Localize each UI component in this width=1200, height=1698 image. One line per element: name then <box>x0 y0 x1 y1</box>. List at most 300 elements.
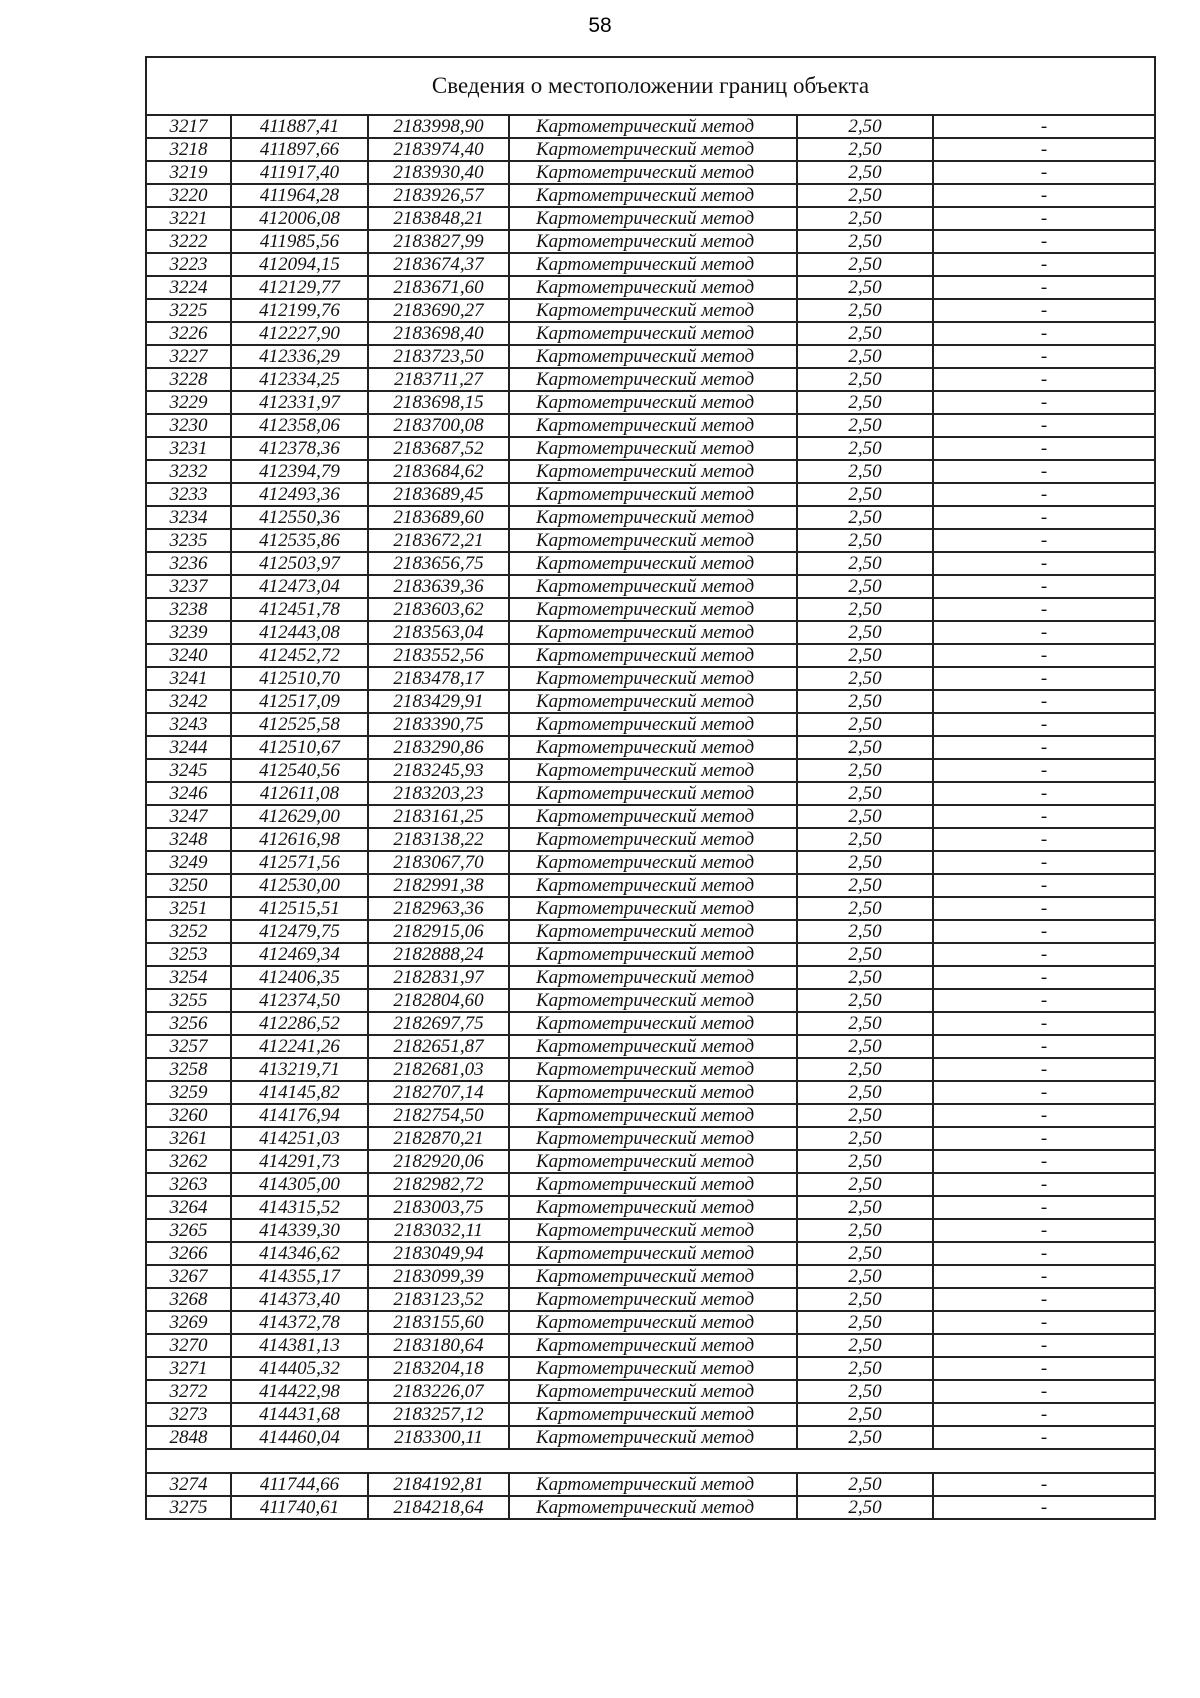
x-coordinate-cell: 411964,28 <box>231 184 368 207</box>
boundary-coordinates-table <box>145 56 1156 1520</box>
description-cell: - <box>933 1334 1155 1357</box>
description-cell: - <box>933 437 1155 460</box>
accuracy-cell: 2,50 <box>797 299 933 322</box>
method-cell: Картометрический метод <box>509 1357 797 1380</box>
x-coordinate-cell: 411897,66 <box>231 138 368 161</box>
point-number-cell: 3231 <box>146 437 231 460</box>
point-number-cell: 3257 <box>146 1035 231 1058</box>
y-coordinate-cell: 2183300,11 <box>368 1426 509 1449</box>
x-coordinate-cell: 412378,36 <box>231 437 368 460</box>
x-coordinate-cell: 412358,06 <box>231 414 368 437</box>
table-row <box>146 460 1155 483</box>
description-cell: - <box>933 506 1155 529</box>
table-row <box>146 1012 1155 1035</box>
table-row <box>146 276 1155 299</box>
point-number-cell: 3261 <box>146 1127 231 1150</box>
table-row <box>146 759 1155 782</box>
description-cell: - <box>933 1473 1155 1496</box>
point-number-cell: 3269 <box>146 1311 231 1334</box>
accuracy-cell: 2,50 <box>797 1265 933 1288</box>
x-coordinate-cell: 414305,00 <box>231 1173 368 1196</box>
accuracy-cell: 2,50 <box>797 368 933 391</box>
method-cell: Картометрический метод <box>509 805 797 828</box>
table-row <box>146 1081 1155 1104</box>
method-cell: Картометрический метод <box>509 1150 797 1173</box>
description-cell: - <box>933 1173 1155 1196</box>
y-coordinate-cell: 2183180,64 <box>368 1334 509 1357</box>
point-number-cell: 3241 <box>146 667 231 690</box>
description-cell: - <box>933 161 1155 184</box>
accuracy-cell: 2,50 <box>797 920 933 943</box>
description-cell: - <box>933 184 1155 207</box>
table-row <box>146 575 1155 598</box>
table-row <box>146 736 1155 759</box>
point-number-cell: 3249 <box>146 851 231 874</box>
y-coordinate-cell: 2183290,86 <box>368 736 509 759</box>
accuracy-cell: 2,50 <box>797 667 933 690</box>
method-cell: Картометрический метод <box>509 1058 797 1081</box>
table-row <box>146 506 1155 529</box>
description-cell: - <box>933 552 1155 575</box>
description-cell: - <box>933 874 1155 897</box>
point-number-cell: 3254 <box>146 966 231 989</box>
point-number-cell: 3250 <box>146 874 231 897</box>
table-row <box>146 1242 1155 1265</box>
description-cell: - <box>933 1150 1155 1173</box>
table-row <box>146 805 1155 828</box>
description-cell: - <box>933 598 1155 621</box>
description-cell: - <box>933 1380 1155 1403</box>
method-cell: Картометрический метод <box>509 368 797 391</box>
accuracy-cell: 2,50 <box>797 644 933 667</box>
method-cell: Картометрический метод <box>509 207 797 230</box>
description-cell: - <box>933 920 1155 943</box>
method-cell: Картометрический метод <box>509 299 797 322</box>
accuracy-cell: 2,50 <box>797 1403 933 1426</box>
x-coordinate-cell: 414431,68 <box>231 1403 368 1426</box>
description-cell: - <box>933 1104 1155 1127</box>
method-cell: Картометрический метод <box>509 138 797 161</box>
accuracy-cell: 2,50 <box>797 138 933 161</box>
accuracy-cell: 2,50 <box>797 253 933 276</box>
table-row <box>146 1380 1155 1403</box>
method-cell: Картометрический метод <box>509 1403 797 1426</box>
point-number-cell: 3273 <box>146 1403 231 1426</box>
method-cell: Картометрический метод <box>509 529 797 552</box>
y-coordinate-cell: 2183671,60 <box>368 276 509 299</box>
accuracy-cell: 2,50 <box>797 345 933 368</box>
table-row <box>146 1473 1155 1496</box>
accuracy-cell: 2,50 <box>797 1012 933 1035</box>
table-row <box>146 1058 1155 1081</box>
y-coordinate-cell: 2182991,38 <box>368 874 509 897</box>
description-cell: - <box>933 1127 1155 1150</box>
point-number-cell: 3239 <box>146 621 231 644</box>
point-number-cell: 3240 <box>146 644 231 667</box>
y-coordinate-cell: 2183926,57 <box>368 184 509 207</box>
y-coordinate-cell: 2183563,04 <box>368 621 509 644</box>
point-number-cell: 3275 <box>146 1496 231 1519</box>
method-cell: Картометрический метод <box>509 1012 797 1035</box>
accuracy-cell: 2,50 <box>797 1127 933 1150</box>
description-cell: - <box>933 138 1155 161</box>
description-cell: - <box>933 115 1155 138</box>
table-row <box>146 943 1155 966</box>
y-coordinate-cell: 2183390,75 <box>368 713 509 736</box>
method-cell: Картометрический метод <box>509 391 797 414</box>
x-coordinate-cell: 412094,15 <box>231 253 368 276</box>
method-cell: Картометрический метод <box>509 1035 797 1058</box>
table-row <box>146 483 1155 506</box>
method-cell: Картометрический метод <box>509 1426 797 1449</box>
y-coordinate-cell: 2183003,75 <box>368 1196 509 1219</box>
description-cell: - <box>933 1219 1155 1242</box>
description-cell: - <box>933 667 1155 690</box>
table-row <box>146 966 1155 989</box>
method-cell: Картометрический метод <box>509 483 797 506</box>
table-row <box>146 207 1155 230</box>
accuracy-cell: 2,50 <box>797 1473 933 1496</box>
point-number-cell: 3260 <box>146 1104 231 1127</box>
accuracy-cell: 2,50 <box>797 897 933 920</box>
description-cell: - <box>933 966 1155 989</box>
y-coordinate-cell: 2183974,40 <box>368 138 509 161</box>
point-number-cell: 3238 <box>146 598 231 621</box>
method-cell: Картометрический метод <box>509 1265 797 1288</box>
y-coordinate-cell: 2182831,97 <box>368 966 509 989</box>
y-coordinate-cell: 2183429,91 <box>368 690 509 713</box>
separator-cell <box>146 1449 1155 1473</box>
table-row <box>146 1196 1155 1219</box>
table-row <box>146 230 1155 253</box>
x-coordinate-cell: 412493,36 <box>231 483 368 506</box>
point-number-cell: 3225 <box>146 299 231 322</box>
method-cell: Картометрический метод <box>509 1173 797 1196</box>
y-coordinate-cell: 2183203,23 <box>368 782 509 805</box>
method-cell: Картометрический метод <box>509 920 797 943</box>
accuracy-cell: 2,50 <box>797 1357 933 1380</box>
method-cell: Картометрический метод <box>509 1496 797 1519</box>
y-coordinate-cell: 2183674,37 <box>368 253 509 276</box>
x-coordinate-cell: 412540,56 <box>231 759 368 782</box>
description-cell: - <box>933 1242 1155 1265</box>
x-coordinate-cell: 412129,77 <box>231 276 368 299</box>
point-number-cell: 3258 <box>146 1058 231 1081</box>
y-coordinate-cell: 2182888,24 <box>368 943 509 966</box>
description-cell: - <box>933 1012 1155 1035</box>
x-coordinate-cell: 412550,36 <box>231 506 368 529</box>
x-coordinate-cell: 412525,58 <box>231 713 368 736</box>
accuracy-cell: 2,50 <box>797 184 933 207</box>
x-coordinate-cell: 414381,13 <box>231 1334 368 1357</box>
description-cell: - <box>933 621 1155 644</box>
description-cell: - <box>933 828 1155 851</box>
x-coordinate-cell: 412629,00 <box>231 805 368 828</box>
x-coordinate-cell: 414346,62 <box>231 1242 368 1265</box>
accuracy-cell: 2,50 <box>797 230 933 253</box>
accuracy-cell: 2,50 <box>797 1242 933 1265</box>
x-coordinate-cell: 412510,67 <box>231 736 368 759</box>
table-body <box>146 115 1155 1519</box>
x-coordinate-cell: 412611,08 <box>231 782 368 805</box>
description-cell: - <box>933 529 1155 552</box>
method-cell: Картометрический метод <box>509 759 797 782</box>
method-cell: Картометрический метод <box>509 828 797 851</box>
table-row <box>146 1173 1155 1196</box>
description-cell: - <box>933 644 1155 667</box>
y-coordinate-cell: 2182707,14 <box>368 1081 509 1104</box>
y-coordinate-cell: 2182804,60 <box>368 989 509 1012</box>
method-cell: Картометрический метод <box>509 115 797 138</box>
x-coordinate-cell: 414422,98 <box>231 1380 368 1403</box>
accuracy-cell: 2,50 <box>797 1196 933 1219</box>
table-row <box>146 322 1155 345</box>
point-number-cell: 3252 <box>146 920 231 943</box>
description-cell: - <box>933 736 1155 759</box>
x-coordinate-cell: 412227,90 <box>231 322 368 345</box>
table-row-separator <box>146 1449 1155 1473</box>
point-number-cell: 3234 <box>146 506 231 529</box>
point-number-cell: 3223 <box>146 253 231 276</box>
point-number-cell: 3242 <box>146 690 231 713</box>
table-row <box>146 529 1155 552</box>
accuracy-cell: 2,50 <box>797 207 933 230</box>
point-number-cell: 3217 <box>146 115 231 138</box>
table-row <box>146 391 1155 414</box>
description-cell: - <box>933 368 1155 391</box>
x-coordinate-cell: 411887,41 <box>231 115 368 138</box>
method-cell: Картометрический метод <box>509 276 797 299</box>
x-coordinate-cell: 414405,32 <box>231 1357 368 1380</box>
description-cell: - <box>933 1403 1155 1426</box>
point-number-cell: 3246 <box>146 782 231 805</box>
y-coordinate-cell: 2183711,27 <box>368 368 509 391</box>
description-cell: - <box>933 1058 1155 1081</box>
page-number: 58 <box>588 14 612 37</box>
table-row <box>146 1288 1155 1311</box>
point-number-cell: 3219 <box>146 161 231 184</box>
point-number-cell: 3267 <box>146 1265 231 1288</box>
accuracy-cell: 2,50 <box>797 506 933 529</box>
accuracy-cell: 2,50 <box>797 1426 933 1449</box>
accuracy-cell: 2,50 <box>797 1081 933 1104</box>
method-cell: Картометрический метод <box>509 1380 797 1403</box>
x-coordinate-cell: 413219,71 <box>231 1058 368 1081</box>
x-coordinate-cell: 411744,66 <box>231 1473 368 1496</box>
y-coordinate-cell: 2183687,52 <box>368 437 509 460</box>
method-cell: Картометрический метод <box>509 989 797 1012</box>
description-cell: - <box>933 1288 1155 1311</box>
x-coordinate-cell: 414355,17 <box>231 1265 368 1288</box>
x-coordinate-cell: 412406,35 <box>231 966 368 989</box>
table-caption: Сведения о местоположении границ объекта <box>146 57 1155 115</box>
point-number-cell: 3245 <box>146 759 231 782</box>
x-coordinate-cell: 412503,97 <box>231 552 368 575</box>
x-coordinate-cell: 414460,04 <box>231 1426 368 1449</box>
accuracy-cell: 2,50 <box>797 1311 933 1334</box>
accuracy-cell: 2,50 <box>797 552 933 575</box>
x-coordinate-cell: 412336,29 <box>231 345 368 368</box>
table-row <box>146 690 1155 713</box>
accuracy-cell: 2,50 <box>797 529 933 552</box>
table-row <box>146 161 1155 184</box>
y-coordinate-cell: 2182963,36 <box>368 897 509 920</box>
y-coordinate-cell: 2182870,21 <box>368 1127 509 1150</box>
accuracy-cell: 2,50 <box>797 874 933 897</box>
accuracy-cell: 2,50 <box>797 1219 933 1242</box>
description-cell: - <box>933 460 1155 483</box>
y-coordinate-cell: 2182754,50 <box>368 1104 509 1127</box>
accuracy-cell: 2,50 <box>797 1035 933 1058</box>
y-coordinate-cell: 2183930,40 <box>368 161 509 184</box>
description-cell: - <box>933 483 1155 506</box>
table-row <box>146 1104 1155 1127</box>
point-number-cell: 3222 <box>146 230 231 253</box>
description-cell: - <box>933 1357 1155 1380</box>
y-coordinate-cell: 2182697,75 <box>368 1012 509 1035</box>
method-cell: Картометрический метод <box>509 644 797 667</box>
y-coordinate-cell: 2182651,87 <box>368 1035 509 1058</box>
x-coordinate-cell: 412510,70 <box>231 667 368 690</box>
method-cell: Картометрический метод <box>509 736 797 759</box>
x-coordinate-cell: 412469,34 <box>231 943 368 966</box>
point-number-cell: 3230 <box>146 414 231 437</box>
method-cell: Картометрический метод <box>509 874 797 897</box>
y-coordinate-cell: 2183698,15 <box>368 391 509 414</box>
description-cell: - <box>933 253 1155 276</box>
description-cell: - <box>933 943 1155 966</box>
point-number-cell: 3224 <box>146 276 231 299</box>
description-cell: - <box>933 575 1155 598</box>
point-number-cell: 3264 <box>146 1196 231 1219</box>
point-number-cell: 3253 <box>146 943 231 966</box>
method-cell: Картометрический метод <box>509 345 797 368</box>
description-cell: - <box>933 391 1155 414</box>
point-number-cell: 3235 <box>146 529 231 552</box>
method-cell: Картометрический метод <box>509 161 797 184</box>
y-coordinate-cell: 2184192,81 <box>368 1473 509 1496</box>
x-coordinate-cell: 412199,76 <box>231 299 368 322</box>
x-coordinate-cell: 412334,25 <box>231 368 368 391</box>
point-number-cell: 3221 <box>146 207 231 230</box>
table-row <box>146 1334 1155 1357</box>
point-number-cell: 3220 <box>146 184 231 207</box>
method-cell: Картометрический метод <box>509 897 797 920</box>
x-coordinate-cell: 412241,26 <box>231 1035 368 1058</box>
point-number-cell: 3259 <box>146 1081 231 1104</box>
description-cell: - <box>933 1426 1155 1449</box>
x-coordinate-cell: 412286,52 <box>231 1012 368 1035</box>
x-coordinate-cell: 412473,04 <box>231 575 368 598</box>
method-cell: Картометрический метод <box>509 506 797 529</box>
description-cell: - <box>933 851 1155 874</box>
accuracy-cell: 2,50 <box>797 805 933 828</box>
point-number-cell: 2848 <box>146 1426 231 1449</box>
description-cell: - <box>933 713 1155 736</box>
y-coordinate-cell: 2182915,06 <box>368 920 509 943</box>
description-cell: - <box>933 1496 1155 1519</box>
method-cell: Картометрический метод <box>509 1311 797 1334</box>
table-caption-row <box>146 57 1155 115</box>
point-number-cell: 3237 <box>146 575 231 598</box>
x-coordinate-cell: 412331,97 <box>231 391 368 414</box>
method-cell: Картометрический метод <box>509 575 797 598</box>
table-row <box>146 1265 1155 1288</box>
method-cell: Картометрический метод <box>509 184 797 207</box>
accuracy-cell: 2,50 <box>797 1104 933 1127</box>
method-cell: Картометрический метод <box>509 1288 797 1311</box>
y-coordinate-cell: 2183689,45 <box>368 483 509 506</box>
y-coordinate-cell: 2183067,70 <box>368 851 509 874</box>
y-coordinate-cell: 2182982,72 <box>368 1173 509 1196</box>
description-cell: - <box>933 207 1155 230</box>
accuracy-cell: 2,50 <box>797 437 933 460</box>
y-coordinate-cell: 2183848,21 <box>368 207 509 230</box>
y-coordinate-cell: 2183099,39 <box>368 1265 509 1288</box>
accuracy-cell: 2,50 <box>797 759 933 782</box>
table-row <box>146 115 1155 138</box>
table-row <box>146 1403 1155 1426</box>
method-cell: Картометрический метод <box>509 598 797 621</box>
table-row <box>146 299 1155 322</box>
accuracy-cell: 2,50 <box>797 1150 933 1173</box>
description-cell: - <box>933 1035 1155 1058</box>
y-coordinate-cell: 2183690,27 <box>368 299 509 322</box>
method-cell: Картометрический метод <box>509 414 797 437</box>
method-cell: Картометрический метод <box>509 322 797 345</box>
x-coordinate-cell: 412452,72 <box>231 644 368 667</box>
table-row <box>146 897 1155 920</box>
x-coordinate-cell: 414372,78 <box>231 1311 368 1334</box>
accuracy-cell: 2,50 <box>797 713 933 736</box>
x-coordinate-cell: 412530,00 <box>231 874 368 897</box>
point-number-cell: 3256 <box>146 1012 231 1035</box>
y-coordinate-cell: 2183603,62 <box>368 598 509 621</box>
accuracy-cell: 2,50 <box>797 828 933 851</box>
x-coordinate-cell: 412535,86 <box>231 529 368 552</box>
method-cell: Картометрический метод <box>509 1081 797 1104</box>
accuracy-cell: 2,50 <box>797 483 933 506</box>
x-coordinate-cell: 414373,40 <box>231 1288 368 1311</box>
accuracy-cell: 2,50 <box>797 322 933 345</box>
accuracy-cell: 2,50 <box>797 276 933 299</box>
table-row <box>146 598 1155 621</box>
description-cell: - <box>933 276 1155 299</box>
x-coordinate-cell: 412006,08 <box>231 207 368 230</box>
accuracy-cell: 2,50 <box>797 1496 933 1519</box>
accuracy-cell: 2,50 <box>797 966 933 989</box>
x-coordinate-cell: 412479,75 <box>231 920 368 943</box>
table-row <box>146 437 1155 460</box>
method-cell: Картометрический метод <box>509 1196 797 1219</box>
accuracy-cell: 2,50 <box>797 621 933 644</box>
point-number-cell: 3271 <box>146 1357 231 1380</box>
y-coordinate-cell: 2183161,25 <box>368 805 509 828</box>
accuracy-cell: 2,50 <box>797 460 933 483</box>
table-row <box>146 828 1155 851</box>
description-cell: - <box>933 1081 1155 1104</box>
point-number-cell: 3262 <box>146 1150 231 1173</box>
y-coordinate-cell: 2184218,64 <box>368 1496 509 1519</box>
table-row <box>146 1357 1155 1380</box>
table-row <box>146 874 1155 897</box>
y-coordinate-cell: 2183257,12 <box>368 1403 509 1426</box>
accuracy-cell: 2,50 <box>797 1058 933 1081</box>
x-coordinate-cell: 412571,56 <box>231 851 368 874</box>
description-cell: - <box>933 230 1155 253</box>
y-coordinate-cell: 2183827,99 <box>368 230 509 253</box>
table-row <box>146 1127 1155 1150</box>
